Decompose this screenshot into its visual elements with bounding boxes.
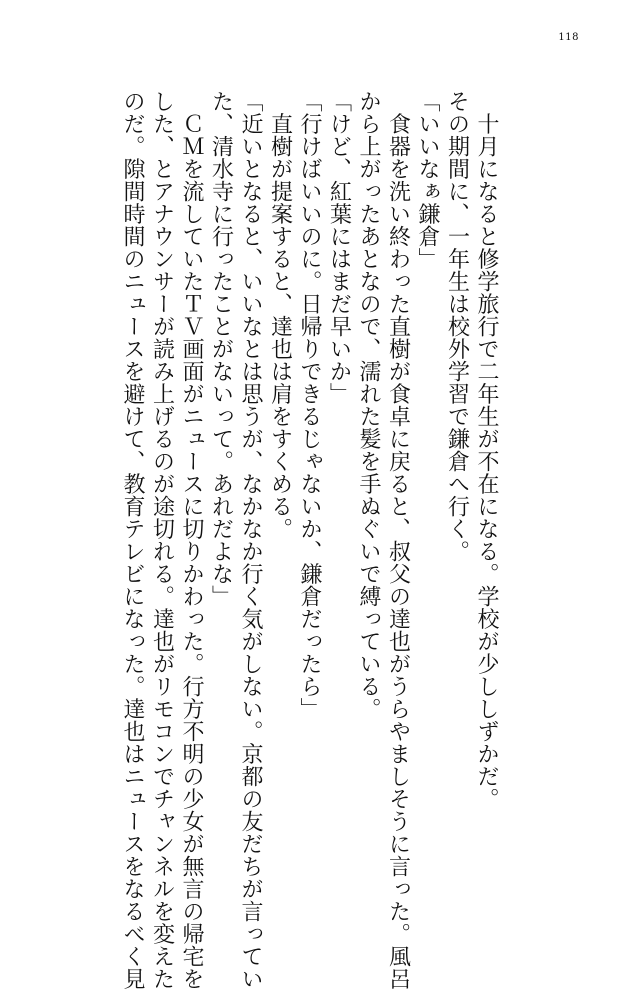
text-line: から上がったあとなので、濡れた髪を手ぬぐいで縛っている。 — [356, 90, 381, 720]
text-line: 「いいなぁ鎌倉」 — [415, 90, 440, 270]
page-number: 118 — [558, 32, 579, 43]
text-line: 「けど、紅葉にはまだ早いか」 — [326, 90, 352, 405]
text-line: た、清水寺に行ったことがないって。あれだよな」 — [208, 90, 234, 608]
text-line: のだ。隙間時間のニュースを避けて、教育テレビになった。達也はニュースをなるべく見 — [120, 90, 145, 990]
text-line: 直樹が提案すると、達也は肩をすくめる。 — [267, 90, 293, 540]
text-line: 食器を洗い終わった直樹が食卓に戻ると、叔父の達也がうらやましそうに言った。風呂 — [385, 90, 411, 990]
text-line: 「近いとなると、いいなとは思うが、なかなか行く気がしない。京都の友だちが言ってい — [238, 90, 263, 990]
text-line: ＣＭを流していたＴＶ画面がニュースに切りかわった。行方不明の少女が無言の帰宅を — [179, 90, 204, 990]
text-line: その期間に、一年生は校外学習で鎌倉へ行く。 — [444, 90, 470, 563]
body-text — [118, 90, 502, 990]
text-line: した、とアナウンサーが読み上げるのが途切れる。達也がリモコンでチャンネルを変えた — [149, 90, 175, 990]
text-line: 十月になると修学旅行で二年生が不在になる。学校が少ししずかだ。 — [474, 90, 499, 810]
text-line: 「行けばいいのに。日帰りできるじゃないか、鎌倉だったら」 — [297, 90, 322, 720]
